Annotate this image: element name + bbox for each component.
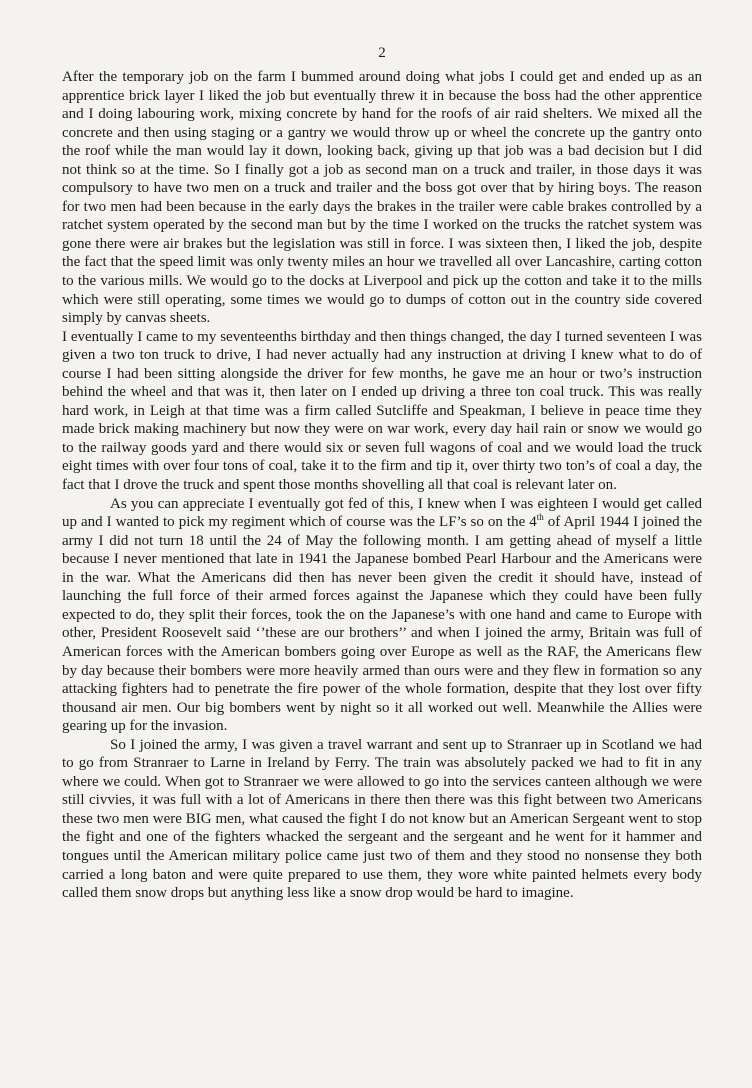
paragraph-2: I eventually I came to my seventeenths birthday and then things changed, the day I turned seventeen I was given a two ton truck to drive, I had never actually had any instruction at driving I knew what to do of course I had been sitting alongside the driver for few months, he gave me an hour or two’s instruction behind the wheel and that was it, then later on I ended up driving a three ton coal truck. This was really hard work, in Leigh at that time was a firm called Sutcliffe and Speakman, I believe in peace time they made brick making machinery but now they were on war work, every day hail rain or snow we would go to the railway goods yard and there would six or seven full wagons of coal and we would load the truck eight times with over four tons of coal, take it to the firm and tip it, over thirty two ton’s of coal a day, the fact that I drove the truck and spent those months shovelling all that coal is relevant later on. <box>62 328 702 494</box>
ordinal-superscript: th <box>536 512 544 523</box>
paragraph-3-text-before: As you can appreciate I eventually got fed of this, I knew when I was eighteen I would get called up and I wanted to pick my regiment which of course was the LF’s so on the 4 <box>62 495 702 531</box>
page-number: 2 <box>378 45 386 61</box>
paragraph-1: After the temporary job on the farm I bummed around doing what jobs I could get and ended up as an apprentice brick layer I liked the job but eventually threw it in because the boss had the other apprentice and I doing labouring work, mixing concrete by hand for the roofs of air raid shelters. We mixed all the concrete and then using staging or a gantry we would throw up or wheel the concrete up the gantry onto the roof while the man would lay it down, looking back, giving up that job was a bad decision but I did not think so at the time. So I finally got a job as second man on a truck and trailer, in those days it was compulsory to have two men on a truck and trailer and the boss got over that by hiring boys. The reason for two men had been because in the early days the brakes in the trailer were cable brakes controlled by a ratchet system operated by the second man but by the time I worked on the trucks the ratchet system was gone there were air brakes but the legislation was still in force. I was sixteen then, I liked the job, despite the fact that the speed limit was only twenty miles an hour we travelled all over Lancashire, carting cotton to the various mills. We would go to the docks at Liverpool and pick up the cotton and take it to the mills which were still operating, some times we would go to dumps of cotton out in the country side covered simply by canvas sheets. <box>62 69 702 327</box>
paragraph-3 <box>62 495 702 736</box>
body-text <box>62 68 702 903</box>
paragraph-3-text-after: of April 1944 I joined the army I did not turn 18 until the 24 of May the following month. I am getting ahead of myself a little because I never mentioned that late in 1941 the Japanese bombed Pearl Harbour and the Americans were in the war. What the Americans did then has never been given the credit it should have, instead of launching the full force of their armed forces against the Japanese which they could have been fully expected to do, they split their forces, took the on the Japanese’s with one hand and came to Europe with other, President Roosevelt said ‘’these are our brothers’’ and when I joined the army, Britain was full of American forces with the American bombers going over Europe as well as the RAF, the Americans flew by day because their bombers were more heavily armed than ours were and they flew in formation so any attacking fighters had to penetrate the fire power of the whole formation, despite that they lost over fifty thousand air men. Our big bombers went by night so it all worked out well. Meanwhile the Allies were gearing up for the invasion. <box>62 514 702 735</box>
paragraph-4: So I joined the army, I was given a travel warrant and sent up to Stranraer up in Scotland we had to go from Stranraer to Larne in Ireland by Ferry. The train was absolutely packed we had to fit in any where we could. When got to Stranraer we were allowed to go into the services canteen although we were still civvies, it was full with a lot of Americans in there then there was this fight between two Americans these two men were BIG men, what caused the fight I do not know but an American Sergeant went to stop the fight and one of the fighters whacked the sergeant and the sergeant and he went for it hammer and tongues until the American military police came just two of them and they stood no nonsense they both carried a long baton and were quite prepared to use them, they wore white painted helmets every body called them snow drops but anything less like a snow drop would be hard to imagine. <box>62 736 702 902</box>
